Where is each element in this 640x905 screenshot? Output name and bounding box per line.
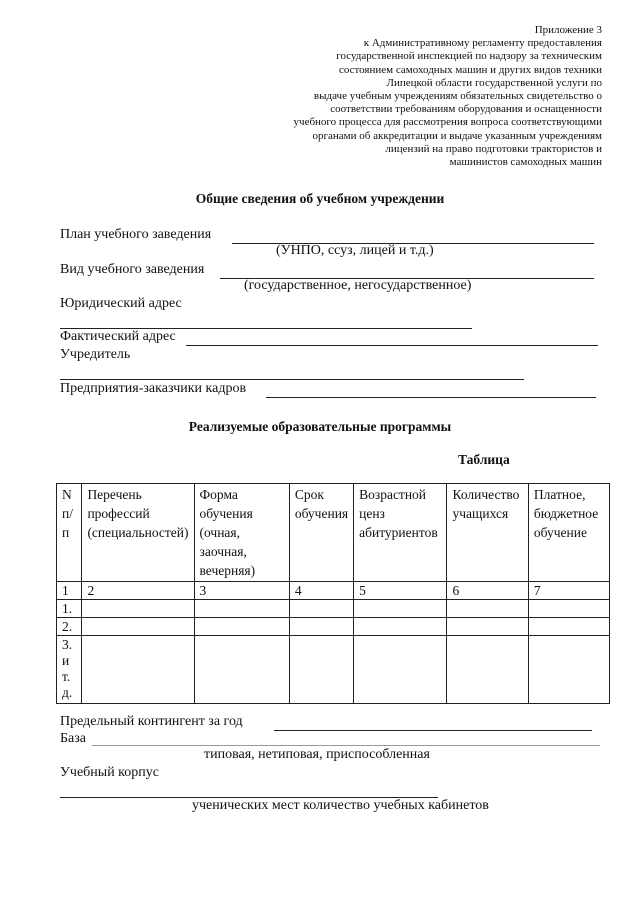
row-number: 3. и т. д. xyxy=(57,636,82,704)
table-cell[interactable] xyxy=(289,600,353,618)
table-row xyxy=(57,618,610,636)
header-payment: Платное, бюджетное обучение xyxy=(528,484,609,582)
base-label: База xyxy=(60,731,86,746)
legal-address-label: Юридический адрес xyxy=(60,296,182,311)
appendix-line: выдаче учебным учреждениям обязательных свидетельство о xyxy=(313,90,602,103)
plan-hint: (УНПО, ссуз, лицей и т.д.) xyxy=(276,243,434,258)
table-cell[interactable] xyxy=(289,618,353,636)
building-hint: ученических мест количество учебных кабинетов xyxy=(192,798,489,813)
appendix-line: органами об аккредитации и выдаче указанным учреждениям xyxy=(312,129,602,142)
table-cell[interactable] xyxy=(528,618,609,636)
column-number: 1 xyxy=(57,582,82,600)
header-professions: Перечень профессий (специальностей) xyxy=(82,484,194,582)
contingent-label: Предельный контингент за год xyxy=(60,714,243,729)
table-cell[interactable] xyxy=(82,600,194,618)
actual-address-label: Фактический адрес xyxy=(60,329,176,344)
base-hint: типовая, нетиповая, приспособленная xyxy=(204,747,430,762)
table-cell[interactable] xyxy=(194,600,289,618)
contingent-input-line[interactable] xyxy=(274,730,592,731)
table-cell[interactable] xyxy=(82,636,194,704)
table-cell[interactable] xyxy=(354,618,447,636)
header-age-limit: Возрастной ценз абитуриентов xyxy=(354,484,447,582)
table-cell[interactable] xyxy=(354,636,447,704)
appendix-line: Липецкой области государственной услуги по xyxy=(386,76,602,89)
header-duration: Срок обучения xyxy=(289,484,353,582)
appendix-line: Приложение 3 xyxy=(534,24,602,36)
column-number: 3 xyxy=(194,582,289,600)
building-label: Учебный корпус xyxy=(60,765,159,780)
appendix-header xyxy=(294,24,602,169)
table-row xyxy=(57,582,610,600)
founder-input-line[interactable] xyxy=(60,379,524,380)
table-row xyxy=(57,600,610,618)
table-cell[interactable] xyxy=(289,636,353,704)
actual-address-input-line[interactable] xyxy=(186,345,598,346)
table-cell[interactable] xyxy=(528,600,609,618)
appendix-line: государственной инспекцией по надзору за техническим xyxy=(336,50,602,63)
table-caption: Таблица xyxy=(458,452,510,467)
header-students-count: Количество учащихся xyxy=(447,484,528,582)
appendix-line: к Административному регламенту предоставления xyxy=(363,37,602,50)
table-cell[interactable] xyxy=(528,636,609,704)
base-input-line[interactable] xyxy=(92,745,600,746)
header-study-form: Форма обучения (очная, заочная, вечерняя) xyxy=(194,484,289,582)
column-number: 6 xyxy=(447,582,528,600)
table-cell[interactable] xyxy=(82,618,194,636)
type-label: Вид учебного заведения xyxy=(60,262,205,277)
table-cell[interactable] xyxy=(354,600,447,618)
column-number: 4 xyxy=(289,582,353,600)
plan-label: План учебного заведения xyxy=(60,227,212,242)
appendix-line: машинистов самоходных машин xyxy=(449,156,602,169)
type-hint: (государственное, негосударственное) xyxy=(244,278,472,293)
column-number: 2 xyxy=(82,582,194,600)
appendix-line: лицензий на право подготовки трактористов и xyxy=(385,142,602,155)
appendix-line: соответствии требованиям оборудования и оснащенности xyxy=(330,103,602,116)
column-number: 7 xyxy=(528,582,609,600)
section-general-title: Общие сведения об учебном учреждении xyxy=(195,191,445,206)
column-number: 5 xyxy=(354,582,447,600)
employers-label: Предприятия-заказчики кадров xyxy=(60,381,247,396)
table-cell[interactable] xyxy=(447,618,528,636)
appendix-line: учебного процесса для рассмотрения вопроса соответствующими xyxy=(293,116,602,129)
programs-table xyxy=(56,483,610,704)
table-cell[interactable] xyxy=(447,636,528,704)
table-cell[interactable] xyxy=(194,618,289,636)
table-row xyxy=(57,636,610,704)
founder-label: Учредитель xyxy=(60,347,131,362)
appendix-line: состоянием самоходных машин и других видов техники xyxy=(338,63,602,76)
row-number: 1. xyxy=(57,600,82,618)
employers-input-line[interactable] xyxy=(266,397,596,398)
header-number: N п/п xyxy=(57,484,82,582)
row-number: 2. xyxy=(57,618,82,636)
table-header-row xyxy=(57,484,610,582)
table-cell[interactable] xyxy=(447,600,528,618)
section-programs-title: Реализуемые образовательные программы xyxy=(188,419,452,434)
table-cell[interactable] xyxy=(194,636,289,704)
